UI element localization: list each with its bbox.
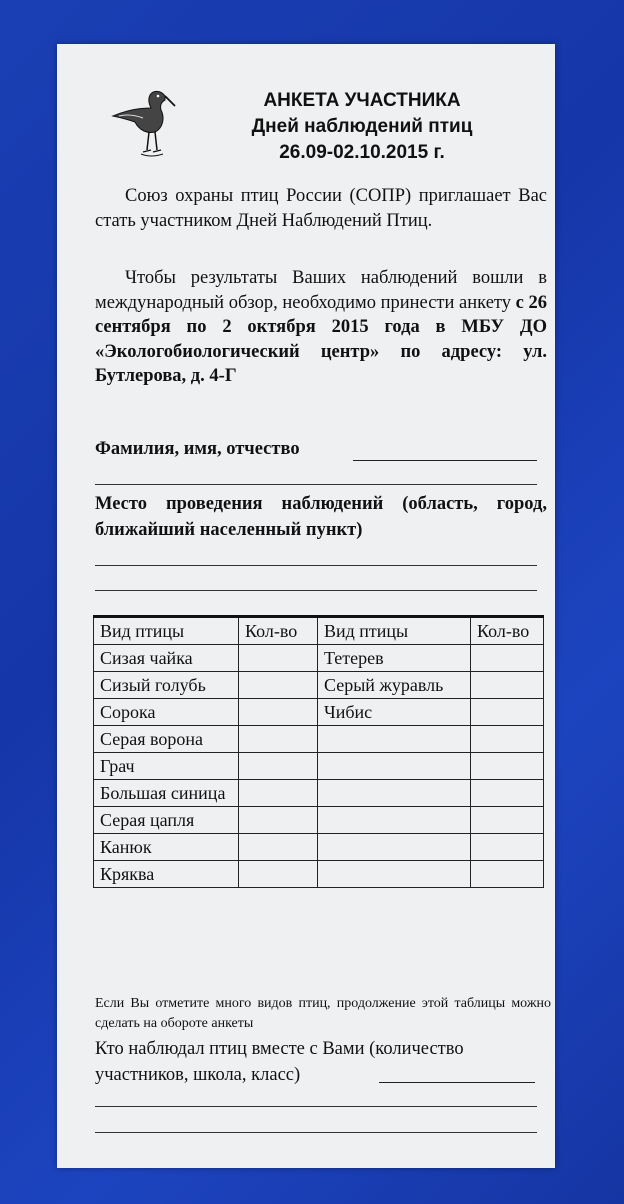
species-cell[interactable]	[318, 807, 471, 834]
species-cell[interactable]	[318, 834, 471, 861]
species-cell: Тетерев	[318, 645, 471, 672]
count-cell[interactable]	[239, 672, 318, 699]
count-cell[interactable]	[239, 807, 318, 834]
intro-paragraph-2	[95, 266, 547, 389]
count-cell[interactable]	[239, 780, 318, 807]
species-cell: Канюк	[94, 834, 239, 861]
intro-p2-text: Чтобы результаты Ваших наблюдений вошли в международный обзор, необходимо принести анкету	[95, 268, 547, 313]
species-cell: Сизый голубь	[94, 672, 239, 699]
questionnaire-sheet	[57, 44, 555, 1168]
count-cell[interactable]	[471, 807, 544, 834]
table-note: Если Вы отметите много видов птиц, продолжение этой таблицы можно сделать на обороте анкеты	[95, 996, 551, 1031]
title-block	[177, 88, 547, 166]
count-cell[interactable]	[239, 699, 318, 726]
header-species-1: Вид птицы	[94, 617, 239, 645]
species-cell[interactable]	[318, 753, 471, 780]
form-subtitle: Дней наблюдений птиц	[251, 116, 473, 137]
co-observers-input-line-1[interactable]	[379, 1082, 535, 1083]
co-observers-label: Кто наблюдал птиц вместе с Вами (количество участников, школа, класс)	[95, 1039, 464, 1085]
place-label: Место проведения наблюдений (область, город, ближайший населенный пункт)	[95, 494, 547, 540]
count-cell[interactable]	[239, 834, 318, 861]
count-cell[interactable]	[471, 753, 544, 780]
species-cell[interactable]	[318, 726, 471, 753]
intro-p2-bold: с 26 сентября по 2 октября 2015 года в МБУ ДО «Экологобиологический центр» по адресу: ул. Бутлерова, д. 4-Г	[95, 292, 547, 386]
table-row	[94, 861, 544, 888]
count-cell[interactable]	[471, 699, 544, 726]
count-cell[interactable]	[239, 861, 318, 888]
place-input-line-2[interactable]	[95, 590, 537, 591]
fio-label: Фамилия, имя, отчество	[95, 439, 300, 459]
count-cell[interactable]	[471, 861, 544, 888]
count-cell[interactable]	[471, 645, 544, 672]
intro-paragraph-1: Союз охраны птиц России (СОПР) приглашает Вас стать участником Дней Наблюдений Птиц.	[95, 186, 547, 231]
place-input-line-1[interactable]	[95, 565, 537, 566]
table-row	[94, 699, 544, 726]
table-row	[94, 834, 544, 861]
species-cell: Серая ворона	[94, 726, 239, 753]
species-cell: Чибис	[318, 699, 471, 726]
species-cell: Сорока	[94, 699, 239, 726]
table-row	[94, 645, 544, 672]
count-cell[interactable]	[471, 780, 544, 807]
count-cell[interactable]	[471, 726, 544, 753]
fio-input-line-2[interactable]	[95, 484, 537, 485]
form-title: АНКЕТА УЧАСТНИКА	[263, 90, 461, 111]
header-count-2: Кол-во	[471, 617, 544, 645]
header-count-1: Кол-во	[239, 617, 318, 645]
species-cell: Серая цапля	[94, 807, 239, 834]
species-cell[interactable]	[318, 861, 471, 888]
co-observers-input-line-2[interactable]	[95, 1106, 537, 1107]
species-cell: Большая синица	[94, 780, 239, 807]
species-cell: Серый журавль	[318, 672, 471, 699]
species-cell: Кряква	[94, 861, 239, 888]
table-row	[94, 672, 544, 699]
count-cell[interactable]	[471, 672, 544, 699]
table-row	[94, 726, 544, 753]
table-row	[94, 753, 544, 780]
table-row	[94, 780, 544, 807]
bird-count-table	[93, 615, 544, 888]
species-cell: Грач	[94, 753, 239, 780]
table-row	[94, 807, 544, 834]
count-cell[interactable]	[239, 645, 318, 672]
bird-logo-icon	[105, 82, 177, 162]
count-cell[interactable]	[471, 834, 544, 861]
species-cell[interactable]	[318, 780, 471, 807]
table-header-row	[94, 617, 544, 645]
fio-input-line[interactable]	[353, 460, 537, 461]
species-cell: Сизая чайка	[94, 645, 239, 672]
count-cell[interactable]	[239, 726, 318, 753]
co-observers-input-line-3[interactable]	[95, 1132, 537, 1133]
header-species-2: Вид птицы	[318, 617, 471, 645]
form-dates: 26.09-02.10.2015 г.	[279, 142, 445, 163]
count-cell[interactable]	[239, 753, 318, 780]
